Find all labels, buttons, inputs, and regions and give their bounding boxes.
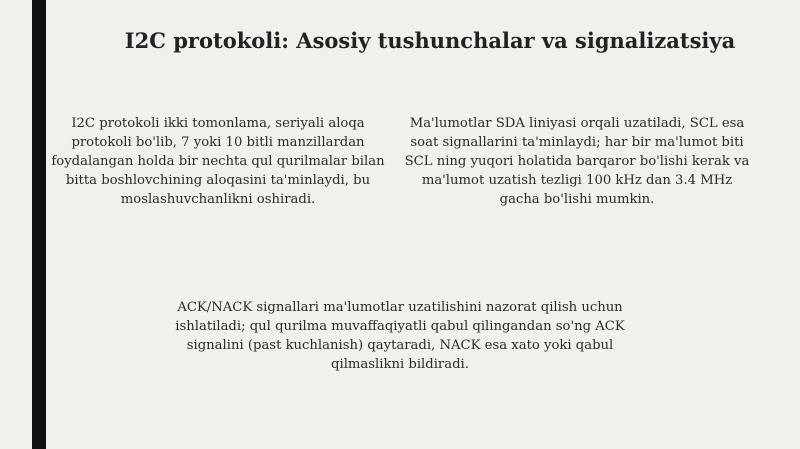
- slide-title: I2C protokoli: Asosiy tushunchalar va signalizatsiya: [124, 28, 736, 53]
- paragraph-data-transmission: Ma'lumotlar SDA liniyasi orqali uzatiladi, SCL esa soat signallarini ta'minlaydi; har bir ma'lumot biti SCL ning yuqori holatida barqaror bo'lishi kerak va ma'lumot uzatish tezligi 100 kHz dan 3.4 MHz gacha bo'lishi mumkin.: [404, 116, 750, 207]
- paragraph-ack-nack: ACK/NACK signallari ma'lumotlar uzatilishini nazorat qilish uchun ishlatiladi; qul qurilma muvaffaqiyatli qabul qilingandan so'ng ACK signalini (past kuchlanish) qaytaradi, NACK esa xato yoki qabul qilmaslikni bildiradi.: [175, 300, 625, 372]
- paragraph-protocol-overview: I2C protokoli ikki tomonlama, seriyali aloqa protokoli bo'lib, 7 yoki 10 bitli manzillardan foydalangan holda bir nechta qul qurilmalar bilan bitta boshlovchining aloqasini ta'minlaydi, bu moslashuvchanlikni oshiradi.: [51, 116, 385, 207]
- accent-bar: [32, 0, 46, 449]
